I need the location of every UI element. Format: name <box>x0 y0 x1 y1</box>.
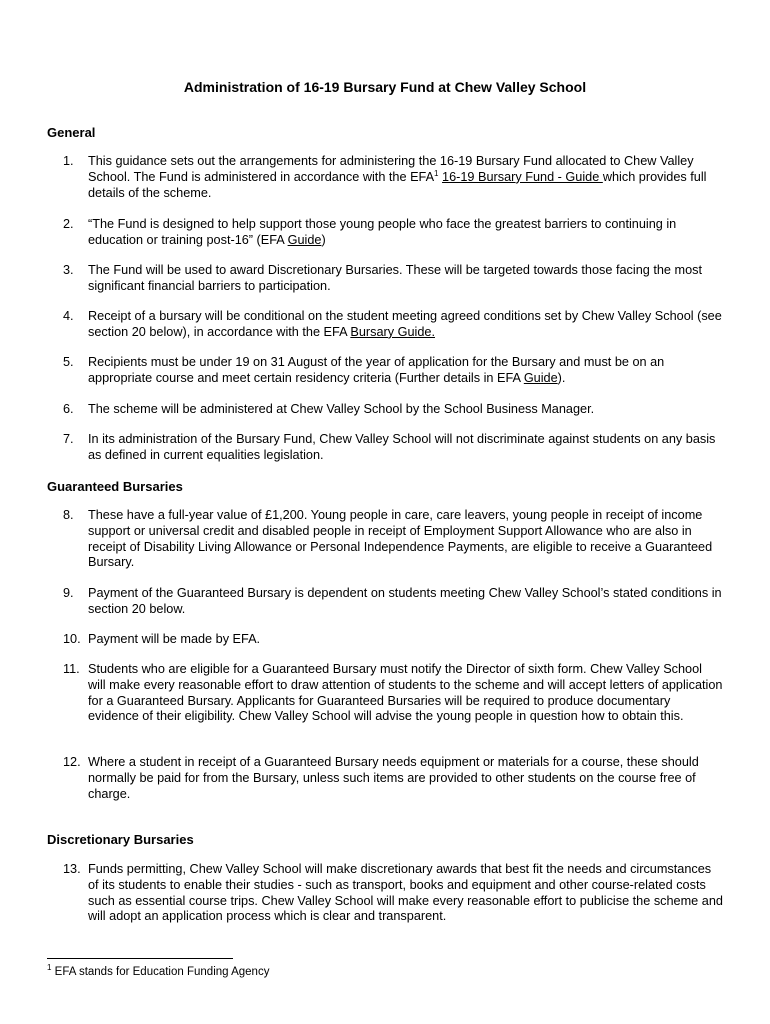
item-text: Funds permitting, Chew Valley School will make discretionary awards that best fit the needs and circumstances of its students to enable their studies - such as transport, books and equipment and other course-related costs such as essential course trips. Chew Valley School will make every reasonable effort to publicise the scheme and will adopt an application process which is clear and transparent. <box>88 862 723 924</box>
footnote-divider <box>47 958 233 959</box>
item-number: 10. <box>63 632 81 646</box>
section-heading-discretionary: Discretionary Bursaries <box>47 832 194 847</box>
list-item-6 <box>63 402 723 418</box>
item-number: 11. <box>63 662 80 676</box>
item-number: 13. <box>63 862 81 876</box>
list-item-8 <box>63 508 723 571</box>
guide-link[interactable]: Guide <box>523 370 558 385</box>
item-number: 3. <box>63 263 74 277</box>
footnote-text: EFA stands for Education Funding Agency <box>51 966 270 978</box>
item-text: The scheme will be administered at Chew Valley School by the School Business Manager. <box>88 402 595 416</box>
list-item-7 <box>63 432 723 464</box>
item-text: These have a full-year value of £1,200. Young people in care, care leavers, young people in receipt of income support or universal credit and disabled people in receipt of Employment Support Allowance who are also in receipt of Disability Living Allowance or Personal Independence Payments, are eligible to receive a Guaranteed Bursary. <box>88 508 713 570</box>
item-text: Payment will be made by EFA. <box>88 632 261 646</box>
footnote-ref[interactable]: 1 <box>434 168 439 178</box>
item-text: This guidance sets out the arrangements for administering the 16-19 Bursary Fund allocated to Chew Valley School. The Fund is administered in accordance with the EFA$^1$ 16-19 Bursary Fund - Guide which provides full details of the scheme. <box>88 154 707 200</box>
list-item-2 <box>63 217 723 249</box>
item-text: “The Fund is designed to help support those young people who face the greatest barriers to continuing in education or training post-16” (EFA Guide) <box>88 217 677 247</box>
item-text: Recipients must be under 19 on 31 August of the year of application for the Bursary and must be on an appropriate course and meet certain residency criteria (Further details in EFA Guide). <box>88 355 665 385</box>
document-title: Administration of 16-19 Bursary Fund at Chew Valley School <box>183 79 587 95</box>
item-number: 7. <box>63 432 74 446</box>
item-number: 5. <box>63 355 74 369</box>
section-heading-general: General <box>47 125 96 140</box>
item-number: 12. <box>63 755 81 769</box>
bursary-guide-link[interactable]: Bursary Guide. <box>350 324 435 339</box>
list-item-5 <box>63 355 723 387</box>
item-text: Students who are eligible for a Guaranteed Bursary must notify the Director of sixth form. Chew Valley School will make every reasonable effort to draw attention of students to the scheme and will accept letters of application for a Guaranteed Bursary. Applicants for Guaranteed Bursaries will be required to produce documentary evidence of their eligibility. Chew Valley School will advise the young people in question how to obtain this. <box>88 662 723 724</box>
list-item-3 <box>63 263 723 295</box>
item-text: Where a student in receipt of a Guaranteed Bursary needs equipment or materials for a course, these should normally be paid for from the Bursary, unless such items are provided to other students on the course free of charge. <box>88 755 699 801</box>
footnote <box>47 965 269 979</box>
list-item-9 <box>63 586 723 618</box>
item-number: 9. <box>63 586 74 600</box>
item-text: Payment of the Guaranteed Bursary is dependent on students meeting Chew Valley School’s stated conditions in section 20 below. <box>88 586 722 616</box>
bursary-guide-link[interactable]: 16-19 Bursary Fund - Guide <box>442 169 603 184</box>
section-heading-guaranteed: Guaranteed Bursaries <box>47 479 183 494</box>
item-text: In its administration of the Bursary Fund, Chew Valley School will not discriminate against students on any basis as defined in current equalities legislation. <box>88 432 716 462</box>
list-item-13 <box>63 862 723 925</box>
list-item-4 <box>63 309 723 341</box>
list-item-10 <box>63 632 723 648</box>
list-item-1 <box>63 154 723 201</box>
item-number: 6. <box>63 402 74 416</box>
item-number: 2. <box>63 217 74 231</box>
item-text: The Fund will be used to award Discretionary Bursaries. These will be targeted towards those facing the most significant financial barriers to participation. <box>88 263 702 293</box>
footnote-marker: 1 <box>47 963 52 973</box>
item-number: 1. <box>63 154 74 168</box>
list-item-11 <box>63 662 723 725</box>
guide-link[interactable]: Guide <box>287 232 322 247</box>
item-number: 8. <box>63 508 74 522</box>
list-item-12 <box>63 755 723 802</box>
item-text: Receipt of a bursary will be conditional on the student meeting agreed conditions set by Chew Valley School (see section 20 below), in accordance with the EFA Bursary Guide. <box>88 309 722 339</box>
item-number: 4. <box>63 309 74 323</box>
